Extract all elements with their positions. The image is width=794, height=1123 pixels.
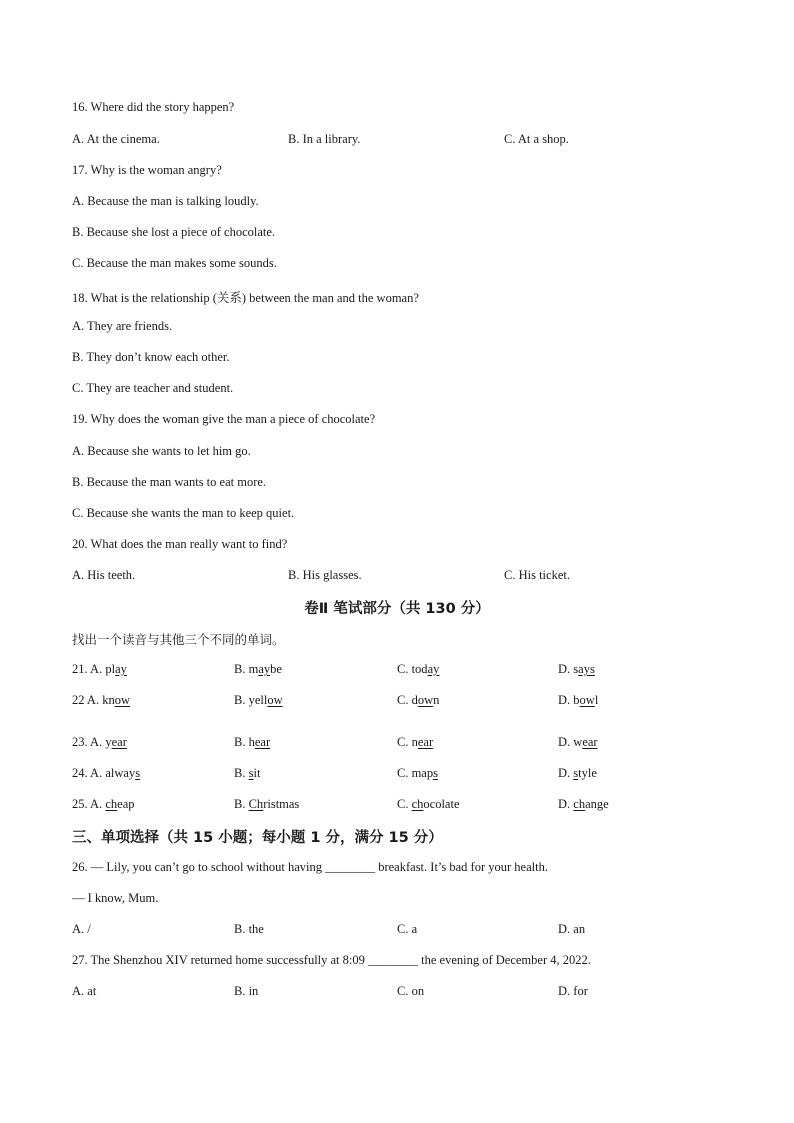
q25-option-d: D. change [558, 797, 609, 811]
question-20-stem: 20. What does the man really want to find? [72, 537, 288, 551]
q19-option-a: A. Because she wants to let him go. [72, 444, 251, 458]
q16-option-c: C. At a shop. [504, 132, 569, 146]
q22-option-a: 22 A. know [72, 693, 130, 707]
q25-option-c: C. chocolate [397, 797, 460, 811]
question-17-stem: 17. Why is the woman angry? [72, 163, 222, 177]
q27-option-d: D. for [558, 984, 588, 998]
q26-option-d: D. an [558, 922, 586, 936]
phonetics-instruction: 找出一个读音与其他三个不同的单词。 [72, 632, 285, 647]
q17-option-a: A. Because the man is talking loudly. [72, 194, 259, 208]
q21-option-d: D. says [558, 662, 595, 676]
question-26-reply: — I know, Mum. [72, 891, 159, 905]
q22-option-c: C. down [397, 693, 440, 707]
q26-option-c: C. a [397, 922, 418, 936]
q20-option-b: B. His glasses. [288, 568, 362, 582]
q23-option-d: D. wear [558, 735, 598, 749]
q19-option-c: C. Because she wants the man to keep quiet. [72, 506, 295, 520]
q18-option-a: A. They are friends. [72, 319, 173, 333]
q25-option-a: 25. A. cheap [72, 797, 135, 811]
q21-option-c: C. today [397, 662, 440, 676]
q22-option-b: B. yellow [234, 693, 283, 707]
q20-option-c: C. His ticket. [504, 568, 570, 582]
q23-option-b: B. hear [234, 735, 271, 749]
q22-option-d: D. bowl [558, 693, 599, 707]
q24-option-a: 24. A. always [72, 766, 141, 780]
q23-option-c: C. near [397, 735, 434, 749]
part2-heading: 卷Ⅱ 笔试部分（共 130 分） [304, 601, 490, 617]
q23-option-a: 23. A. year [72, 735, 127, 749]
q24-option-d: D. style [558, 766, 597, 780]
q27-option-a: A. at [72, 984, 97, 998]
q20-option-a: A. His teeth. [72, 568, 136, 582]
q27-option-c: C. on [397, 984, 425, 998]
question-18-stem: 18. What is the relationship (关系) between the man and the woman? [72, 291, 419, 305]
q17-option-c: C. Because the man makes some sounds. [72, 256, 277, 270]
question-19-stem: 19. Why does the woman give the man a piece of chocolate? [72, 412, 376, 426]
q26-option-b: B. the [234, 922, 264, 936]
q27-option-b: B. in [234, 984, 259, 998]
q21-option-b: B. maybe [234, 662, 282, 676]
q24-option-b: B. sit [234, 766, 261, 780]
q25-option-b: B. Christmas [234, 797, 300, 811]
q18-option-c: C. They are teacher and student. [72, 381, 234, 395]
q17-option-b: B. Because she lost a piece of chocolate. [72, 225, 276, 239]
question-26-stem: 26. — Lily, you can’t go to school without having ________ breakfast. It’s bad for your health. [72, 860, 548, 874]
question-27-stem: 27. The Shenzhou XIV returned home successfully at 8:09 ________ the evening of December 4, 2022. [72, 953, 591, 967]
q21-option-a: 21. A. play [72, 662, 127, 676]
q16-option-b: B. In a library. [288, 132, 361, 146]
q24-option-c: C. maps [397, 766, 438, 780]
q26-option-a: A. / [72, 922, 91, 936]
section3-heading: 三、单项选择（共 15 小题；每小题 1 分，满分 15 分） [72, 830, 443, 846]
q18-option-b: B. They don’t know each other. [72, 350, 230, 364]
q16-option-a: A. At the cinema. [72, 132, 160, 146]
q19-option-b: B. Because the man wants to eat more. [72, 475, 267, 489]
question-16-stem: 16. Where did the story happen? [72, 100, 235, 114]
